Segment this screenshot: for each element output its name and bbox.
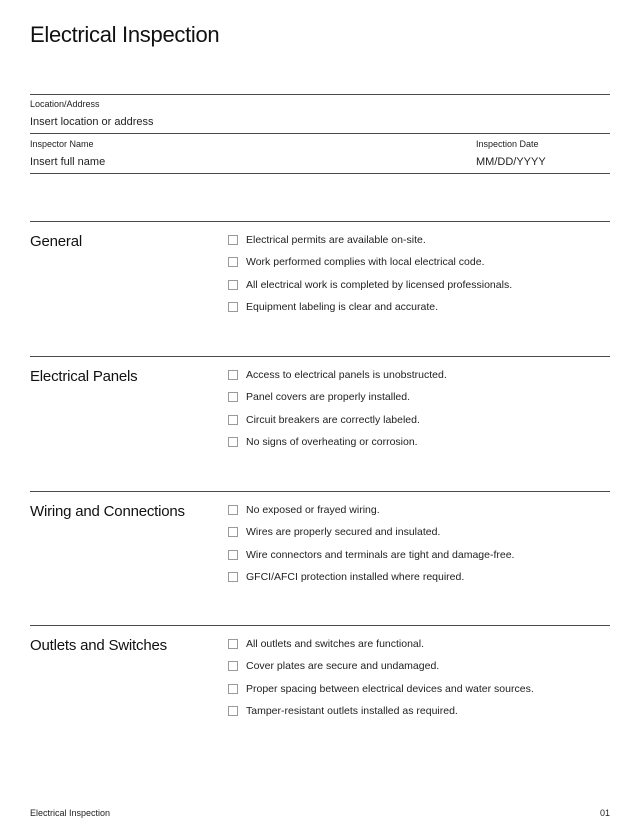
checklist-outlets-and-switches	[228, 633, 534, 722]
section-divider	[30, 491, 610, 492]
checklist-item: GFCI/AFCI protection installed where required.	[228, 566, 514, 588]
footer-document-title: Electrical Inspection	[30, 808, 111, 818]
divider	[30, 133, 610, 134]
checklist-item: Equipment labeling is clear and accurate.	[228, 296, 512, 318]
section-title-electrical-panels: Electrical Panels	[30, 368, 138, 385]
page-title: Electrical Inspection	[30, 22, 220, 47]
checkbox[interactable]	[228, 505, 238, 515]
checkbox[interactable]	[228, 302, 238, 312]
section-title-outlets-and-switches: Outlets and Switches	[30, 637, 167, 654]
checklist-item: Work performed complies with local electrical code.	[228, 251, 512, 273]
checkbox[interactable]	[228, 280, 238, 290]
section-title-general: General	[30, 233, 82, 250]
checklist-item: All electrical work is completed by licensed professionals.	[228, 274, 512, 296]
footer-page-number: 01	[599, 808, 610, 818]
checklist-item: Access to electrical panels is unobstructed.	[228, 364, 447, 386]
checkbox[interactable]	[228, 370, 238, 380]
inspector-name-field[interactable]: Insert full name	[30, 156, 106, 168]
checklist-item: Proper spacing between electrical devices and water sources.	[228, 678, 534, 700]
location-field[interactable]: Insert location or address	[30, 116, 154, 128]
checklist-electrical-panels	[228, 364, 447, 453]
checklist-wiring-and-connections	[228, 499, 514, 588]
checkbox[interactable]	[228, 415, 238, 425]
checklist-item: Wires are properly secured and insulated.	[228, 521, 514, 543]
checklist-item: Wire connectors and terminals are tight and damage-free.	[228, 544, 514, 566]
checklist-item: All outlets and switches are functional.	[228, 633, 534, 655]
checkbox[interactable]	[228, 437, 238, 447]
location-label: Location/Address	[30, 99, 100, 109]
section-divider	[30, 625, 610, 626]
checklist-item: Electrical permits are available on-site.	[228, 229, 512, 251]
checkbox[interactable]	[228, 706, 238, 716]
section-divider	[30, 221, 610, 222]
checkbox[interactable]	[228, 661, 238, 671]
section-title-wiring-and-connections: Wiring and Connections	[30, 503, 185, 520]
checkbox[interactable]	[228, 684, 238, 694]
inspector-name-label: Inspector Name	[30, 139, 94, 149]
divider	[30, 173, 610, 174]
inspection-date-label: Inspection Date	[476, 139, 539, 149]
checkbox[interactable]	[228, 392, 238, 402]
checklist-item: No signs of overheating or corrosion.	[228, 431, 447, 453]
checklist-item: No exposed or frayed wiring.	[228, 499, 514, 521]
checkbox[interactable]	[228, 572, 238, 582]
checkbox[interactable]	[228, 639, 238, 649]
checkbox[interactable]	[228, 235, 238, 245]
checklist-item: Panel covers are properly installed.	[228, 386, 447, 408]
inspection-date-field[interactable]: MM/DD/YYYY	[476, 156, 546, 168]
checkbox[interactable]	[228, 527, 238, 537]
checklist-item: Tamper-resistant outlets installed as required.	[228, 700, 534, 722]
divider	[30, 94, 610, 95]
checklist-item: Circuit breakers are correctly labeled.	[228, 409, 447, 431]
checkbox[interactable]	[228, 257, 238, 267]
checklist-general	[228, 229, 512, 318]
checkbox[interactable]	[228, 550, 238, 560]
section-divider	[30, 356, 610, 357]
checklist-item: Cover plates are secure and undamaged.	[228, 655, 534, 677]
